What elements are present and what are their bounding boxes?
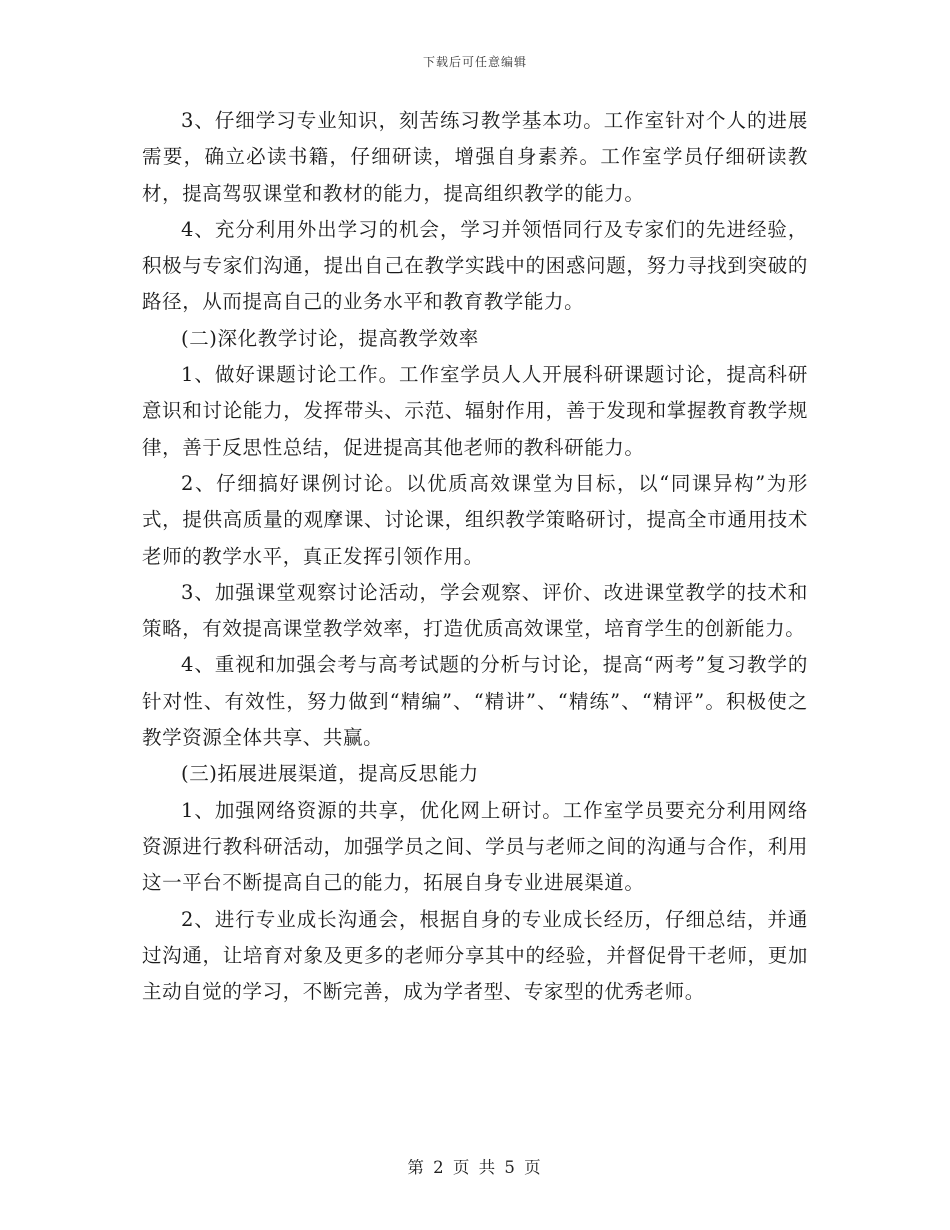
paragraph-4-external-learning: 4、充分利用外出学习的机会，学习并领悟同行及专家们的先进经验，积极与专家们沟通，提出自己在教学实践中的困惑问题，努力寻找到突破的路径，从而提高自己的业务水平和教育教学能力。 (142, 217, 808, 314)
paragraph-4-exam-analysis: 4、重视和加强会考与高考试题的分析与讨论，提高“两考”复习教学的针对性、有效性，努力做到“精编”、“精讲”、“精练”、“精评”。积极使之教学资源全体共享、共赢。 (142, 653, 808, 750)
paragraph-1-research: 1、做好课题讨论工作。工作室学员人人开展科研课题讨论，提高科研意识和讨论能力，发挥带头、示范、辐射作用，善于发现和掌握教育教学规律，善于反思性总结，促进提高其他老师的教科研能力。 (142, 363, 808, 459)
document-body (142, 103, 808, 1010)
paragraph-3-study: 3、仔细学习专业知识，刻苦练习教学基本功。工作室针对个人的进展需要，确立必读书籍，仔细研读，增强自身素养。工作室学员仔细研读教材，提高驾驭课堂和教材的能力，提高组织教学的能力。 (142, 109, 808, 205)
page-number: 第 2 页 共 5 页 (407, 1158, 543, 1177)
section-heading-3: (三)拓展进展渠道，提高反思能力 (181, 762, 479, 786)
paragraph-2-case-study: 2、仔细搞好课例讨论。以优质高效课堂为目标，以“同课异构”为形式，提供高质量的观摩课、讨论课，组织教学策略研讨，提高全市通用技术老师的教学水平，真正发挥引领作用。 (142, 471, 808, 568)
header-note: 下载后可任意编辑 (422, 55, 527, 69)
paragraph-3-observation: 3、加强课堂观察讨论活动，学会观察、评价、改进课堂教学的技术和策略，有效提高课堂教学效率，打造优质高效课堂，培育学生的创新能力。 (142, 580, 808, 641)
paragraph-1-network: 1、加强网络资源的共享，优化网上研讨。工作室学员要充分利用网络资源进行教科研活动，加强学员之间、学员与老师之间的沟通与合作，利用这一平台不断提高自己的能力，拓展自身专业进展渠道。 (142, 798, 808, 895)
paragraph-2-growth: 2、进行专业成长沟通会，根据自身的专业成长经历，仔细总结，并通过沟通，让培育对象及更多的老师分享其中的经验，并督促骨干老师，更加主动自觉的学习，不断完善，成为学者型、专家型的优秀老师。 (142, 907, 808, 1004)
section-heading-2: (二)深化教学讨论，提高教学效率 (181, 326, 479, 350)
